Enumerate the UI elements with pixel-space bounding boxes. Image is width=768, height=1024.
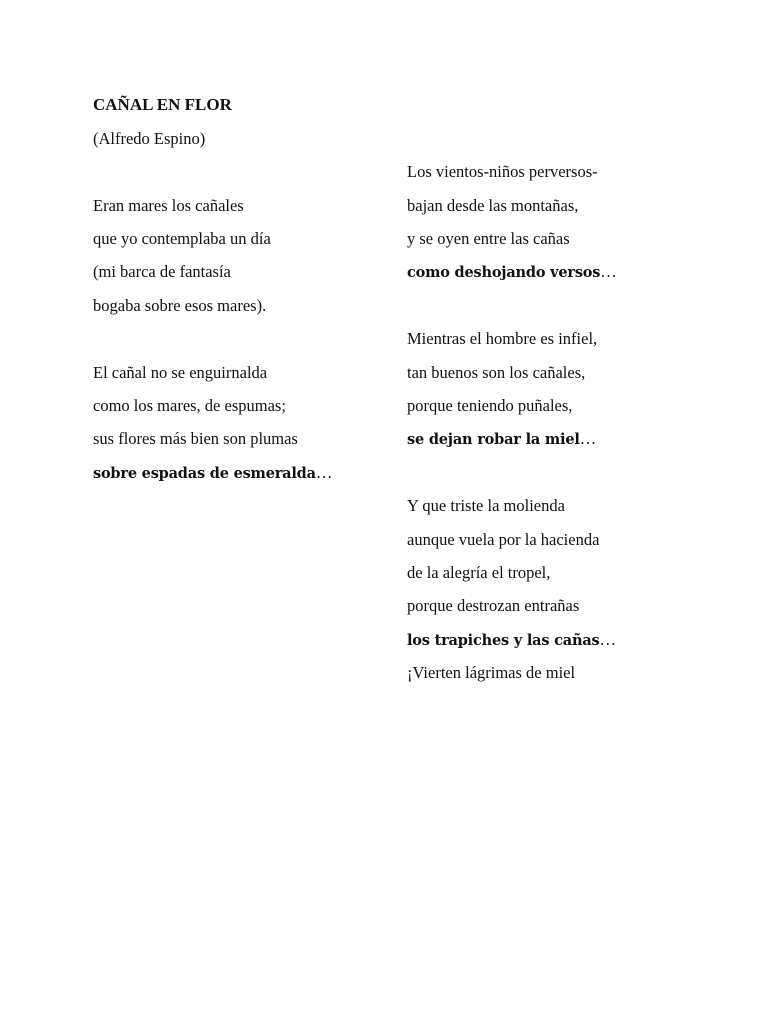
poem-author: (Alfredo Espino) xyxy=(93,129,206,148)
ellipsis: … xyxy=(600,262,617,281)
verse-line: Los vientos-niños perversos- xyxy=(407,162,598,181)
verse-line: (mi barca de fantasía xyxy=(93,262,231,281)
bold-verse-text: se dejan robar la miel xyxy=(407,431,580,448)
bold-verse-text: los trapiches y las cañas xyxy=(407,632,600,649)
verse-line: aunque vuela por la hacienda xyxy=(407,530,600,549)
verse-line: ¡Vierten lágrimas de miel xyxy=(407,663,576,682)
verse-line: de la alegría el tropel, xyxy=(407,563,551,582)
verse-line: tan buenos son los cañales, xyxy=(407,363,586,382)
verse-line: El cañal no se enguirnalda xyxy=(93,363,268,382)
ellipsis: … xyxy=(579,429,597,448)
poem-title: CAÑAL EN FLOR xyxy=(93,95,232,114)
verse-line-bold xyxy=(407,630,616,651)
ellipsis: … xyxy=(599,630,616,649)
verse-line: Mientras el hombre es infiel, xyxy=(407,329,598,348)
verse-line: como los mares, de espumas; xyxy=(93,396,286,415)
ellipsis: … xyxy=(315,463,333,482)
bold-verse-text: como deshojando versos xyxy=(407,264,601,281)
verse-line: sus flores más bien son plumas xyxy=(93,429,298,448)
verse-line: que yo contemplaba un día xyxy=(93,229,271,248)
bold-verse-text: sobre espadas de esmeralda xyxy=(93,465,316,482)
verse-line-bold xyxy=(407,262,617,283)
verse-line: porque teniendo puñales, xyxy=(407,396,573,415)
verse-line: bajan desde las montañas, xyxy=(407,196,579,215)
verse-line: Y que triste la molienda xyxy=(407,496,565,515)
verse-line-bold xyxy=(93,463,332,484)
verse-line: porque destrozan entrañas xyxy=(407,596,580,615)
verse-line: y se oyen entre las cañas xyxy=(407,229,570,248)
verse-line: Eran mares los cañales xyxy=(93,196,244,215)
verse-line-bold xyxy=(407,429,596,450)
verse-line: bogaba sobre esos mares). xyxy=(93,296,267,315)
